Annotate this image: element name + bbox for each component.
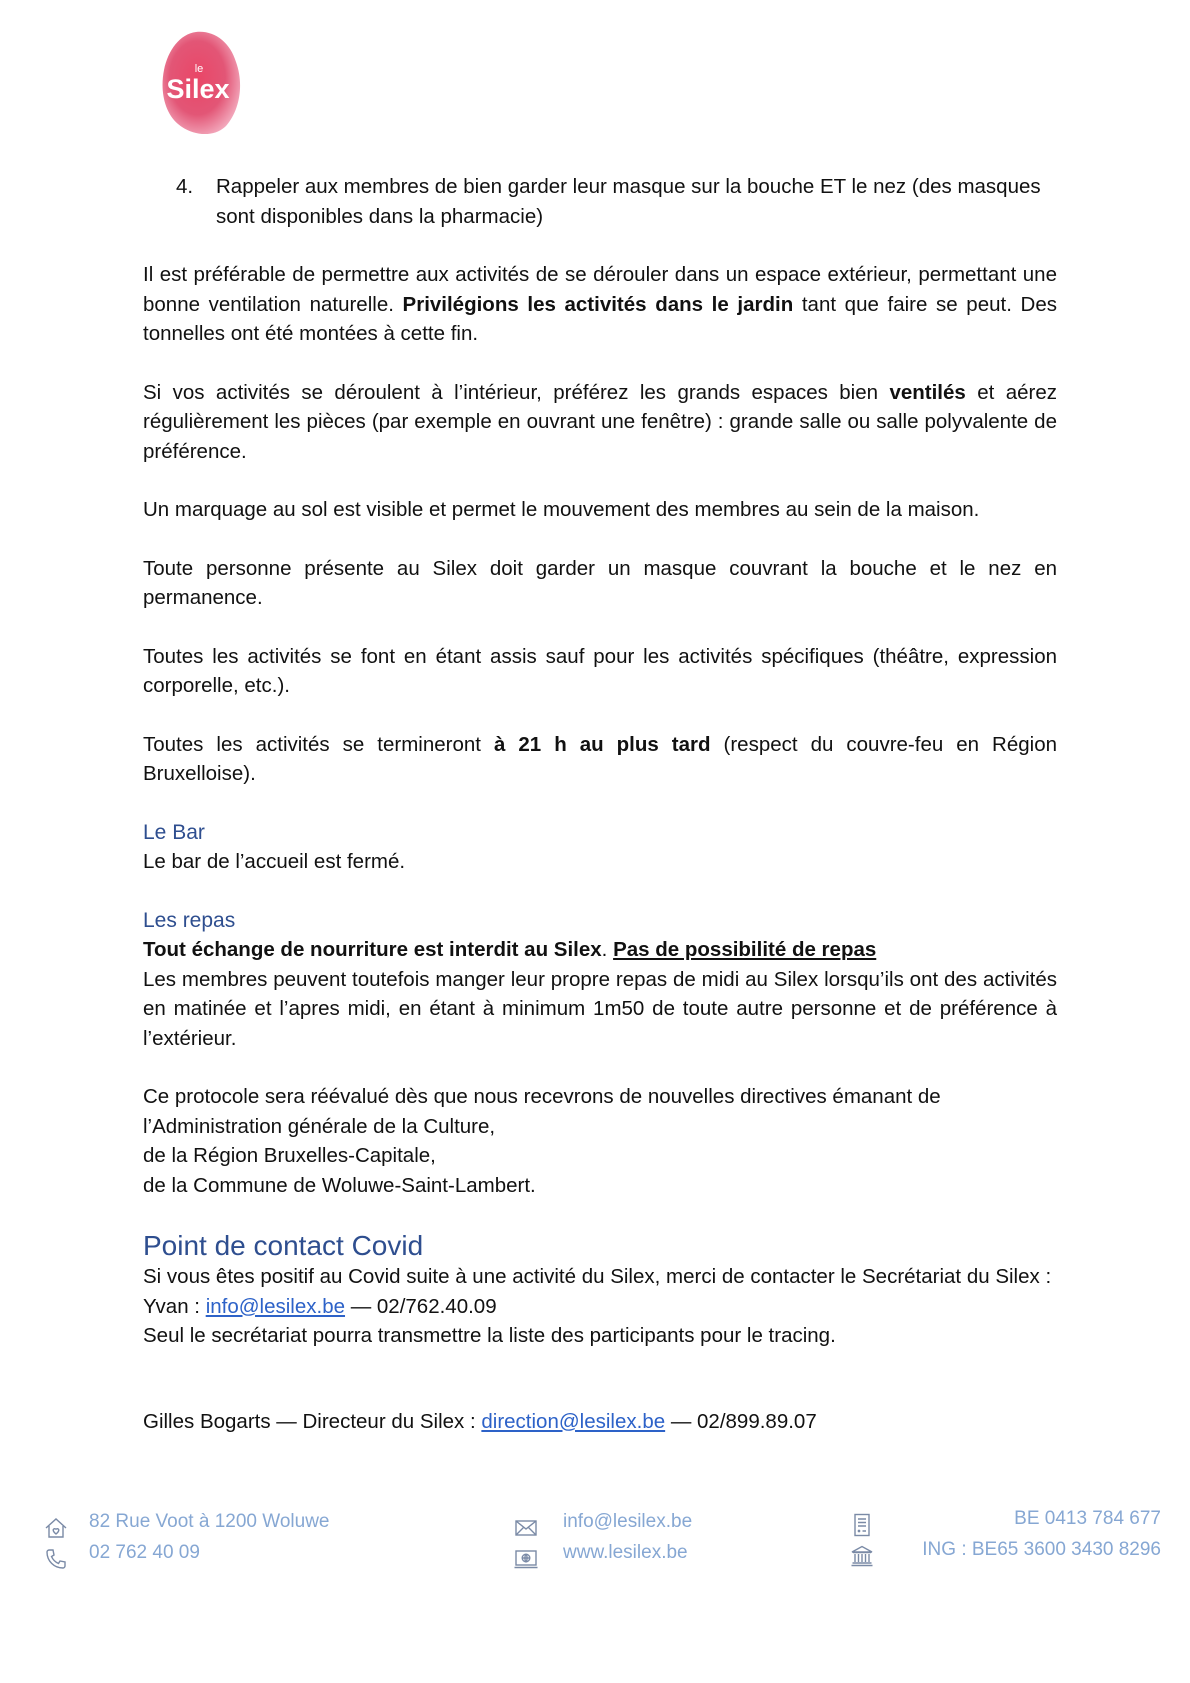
reeval-line-2: l’Administration générale de la Culture,: [143, 1114, 496, 1138]
paragraph-seated: Toutes les activités se font en étant assis sauf pour les activités spécifiques (théâtre, expression corporelle, etc.).: [143, 644, 1057, 697]
footer-address: 82 Rue Voot à 1200 Woluwe: [89, 1511, 330, 1532]
web-icon: [514, 1547, 538, 1571]
meals-text: Les membres peuvent toutefois manger leur propre repas de midi au Silex lorsqu’ils ont des activités en matinée et l’apres midi, en étant à minimum 1m50 de toute autre personne et de préférence à l’extérieur.: [143, 967, 1057, 1050]
numbered-list-item: [143, 172, 1057, 231]
paragraph-marking: Un marquage au sol est visible et permet le mouvement des membres au sein de la maison.: [143, 498, 980, 521]
meals-rule: Tout échange de nourriture est interdit au Silex. Pas de possibilité de repas: [143, 938, 877, 961]
footer-phone: 02 762 40 09: [89, 1542, 200, 1563]
section-reevaluation: [143, 1082, 1057, 1200]
footer-email[interactable]: info@lesilex.be: [563, 1511, 693, 1532]
meals-heading: Les repas: [143, 908, 236, 932]
document-body: [143, 172, 1057, 1436]
section-bar: [143, 818, 1057, 877]
contact-text: Si vous êtes positif au Covid suite à une activité du Silex, merci de contacter le Secrétariat du Silex : Yvan : info@lesilex.be — 02/762.40.09: [143, 1265, 1052, 1318]
reeval-line-1: Ce protocole sera réévalué dès que nous recevrons de nouvelles directives émanant de: [143, 1085, 941, 1108]
contact-heading: Point de contact Covid: [143, 1230, 424, 1261]
section-meals: [143, 906, 1057, 1054]
silex-logo: [156, 28, 246, 138]
document-icon: [850, 1513, 874, 1537]
contact-email-link[interactable]: info@lesilex.be: [205, 1294, 346, 1318]
logo-small-text: le: [194, 63, 204, 75]
footer-vat: BE 0413 784 677: [1014, 1508, 1161, 1529]
footer-website[interactable]: www.lesilex.be: [563, 1542, 688, 1563]
list-text: Rappeler aux membres de bien garder leur masque sur la bouche ET le nez (des masques sont disponibles dans la pharmacie): [216, 175, 1041, 228]
direction-email-link[interactable]: direction@lesilex.be: [481, 1409, 666, 1433]
paragraph-exterior: Il est préférable de permettre aux activités de se dérouler dans un espace extérieur, permettant une bonne ventilation naturelle. Privilégions les activités dans le jardin tant que faire se peut. Des tonnelles ont été montées à cette fin.: [143, 263, 1057, 345]
phone-icon: [44, 1547, 68, 1571]
logo-name-text: Silex: [166, 74, 230, 104]
list-number: 4.: [176, 175, 194, 198]
section-covid-contact: [143, 1229, 1057, 1351]
paragraph-end-time: Toutes les activités se termineront à 21 h au plus tard (respect du couvre-feu en Région Bruxelloise).: [143, 732, 1058, 785]
bar-heading: Le Bar: [143, 820, 205, 844]
footer-bank: ING : BE65 3600 3430 8296: [922, 1539, 1161, 1560]
paragraph-interior: Si vos activités se déroulent à l’intérieur, préférez les grands espaces bien ventilés et aérez régulièrement les pièces (par exemple en ouvrant une fenêtre) : grande salle ou salle polyvalente de préférence.: [143, 380, 1057, 463]
contact-line-2: Seul le secrétariat pourra transmettre la liste des participants pour le tracing.: [143, 1324, 836, 1347]
reeval-line-4: de la Commune de Woluwe-Saint-Lambert.: [143, 1173, 536, 1197]
home-icon: [44, 1516, 68, 1540]
reeval-line-3: de la Région Bruxelles-Capitale,: [143, 1144, 436, 1167]
mail-icon: [514, 1516, 538, 1540]
bar-text: Le bar de l’accueil est fermé.: [143, 850, 406, 873]
paragraph-mask: Toute personne présente au Silex doit garder un masque couvrant la bouche et le nez en permanence.: [143, 556, 1057, 609]
signature-line: Gilles Bogarts — Directeur du Silex : direction@lesilex.be — 02/899.89.07: [143, 1409, 817, 1433]
bank-icon: [850, 1544, 874, 1568]
